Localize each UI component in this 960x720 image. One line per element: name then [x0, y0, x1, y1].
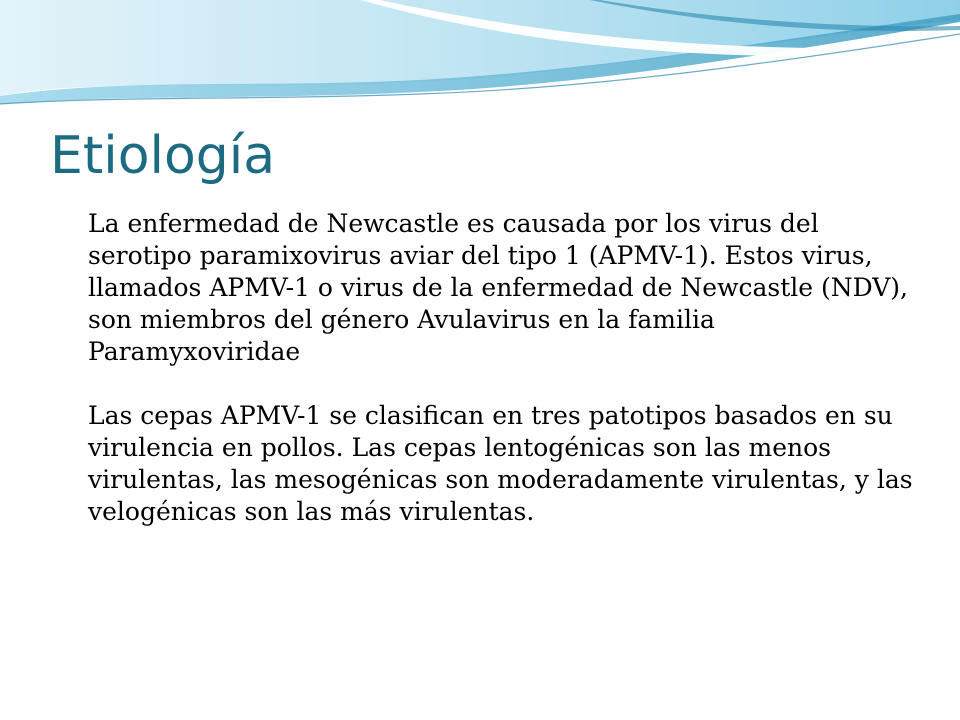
paragraph-etiology-cause: La enfermedad de Newcastle es causada por los virus del serotipo paramixovirus aviar del tipo 1 (APMV-1). Estos virus, llamados APMV-1 o virus de la enfermedad de Newcastle (NDV), son miembros del género Avulavirus en la familia Paramyxoviridae [88, 209, 908, 366]
decorative-wave-header [0, 0, 960, 120]
slide-body [88, 208, 928, 560]
paragraph-pathotypes: Las cepas APMV-1 se clasifican en tres patotipos basados en su virulencia en pollos. Las cepas lentogénicas son las menos virulentas, las mesogénicas son moderadamente virulentas, y las velogénicas son las más virulentas. [88, 401, 913, 526]
slide-title: Etiología [50, 126, 276, 186]
